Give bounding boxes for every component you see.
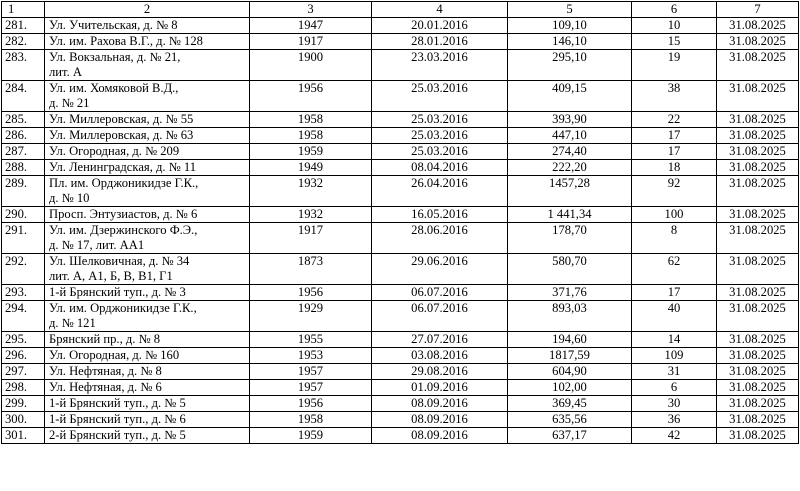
build-year-cell: 1959 bbox=[250, 428, 372, 444]
date-cell: 08.09.2016 bbox=[372, 412, 508, 428]
address-line: Пл. им. Орджоникидзе Г.К., bbox=[49, 176, 199, 190]
area-cell: 371,76 bbox=[508, 285, 632, 301]
count-cell: 62 bbox=[632, 254, 717, 285]
build-year-cell: 1949 bbox=[250, 160, 372, 176]
row-number: 300. bbox=[2, 412, 45, 428]
area-cell: 146,10 bbox=[508, 34, 632, 50]
row-number: 287. bbox=[2, 144, 45, 160]
address-line: д. № 10 bbox=[49, 191, 90, 205]
build-year-cell: 1932 bbox=[250, 207, 372, 223]
address-cell bbox=[45, 412, 250, 428]
date-cell: 08.09.2016 bbox=[372, 428, 508, 444]
column-header: 6 bbox=[632, 2, 717, 18]
table-row bbox=[2, 396, 799, 412]
area-cell: 447,10 bbox=[508, 128, 632, 144]
count-cell: 38 bbox=[632, 81, 717, 112]
row-number: 299. bbox=[2, 396, 45, 412]
count-cell: 40 bbox=[632, 301, 717, 332]
area-cell: 1817,59 bbox=[508, 348, 632, 364]
date-cell: 08.04.2016 bbox=[372, 160, 508, 176]
count-cell: 18 bbox=[632, 160, 717, 176]
build-year-cell: 1917 bbox=[250, 223, 372, 254]
area-cell: 274,40 bbox=[508, 144, 632, 160]
address-cell bbox=[45, 301, 250, 332]
address-cell bbox=[45, 160, 250, 176]
row-number: 290. bbox=[2, 207, 45, 223]
build-year-cell: 1955 bbox=[250, 332, 372, 348]
address-line: Ул. Нефтяная, д. № 6 bbox=[49, 380, 162, 394]
area-cell: 194,60 bbox=[508, 332, 632, 348]
row-number: 296. bbox=[2, 348, 45, 364]
column-header: 5 bbox=[508, 2, 632, 18]
address-line: Брянский пр., д. № 8 bbox=[49, 332, 161, 346]
address-cell bbox=[45, 144, 250, 160]
row-number: 292. bbox=[2, 254, 45, 285]
address-cell bbox=[45, 364, 250, 380]
row-number: 282. bbox=[2, 34, 45, 50]
build-year-cell: 1929 bbox=[250, 301, 372, 332]
column-header: 7 bbox=[717, 2, 799, 18]
build-year-cell: 1957 bbox=[250, 380, 372, 396]
count-cell: 6 bbox=[632, 380, 717, 396]
deadline-cell: 31.08.2025 bbox=[717, 364, 799, 380]
area-cell: 102,00 bbox=[508, 380, 632, 396]
area-cell: 178,70 bbox=[508, 223, 632, 254]
date-cell: 25.03.2016 bbox=[372, 128, 508, 144]
date-cell: 26.04.2016 bbox=[372, 176, 508, 207]
date-cell: 29.08.2016 bbox=[372, 364, 508, 380]
count-cell: 8 bbox=[632, 223, 717, 254]
address-cell bbox=[45, 223, 250, 254]
deadline-cell: 31.08.2025 bbox=[717, 348, 799, 364]
date-cell: 20.01.2016 bbox=[372, 18, 508, 34]
table-row bbox=[2, 285, 799, 301]
deadline-cell: 31.08.2025 bbox=[717, 285, 799, 301]
row-number: 295. bbox=[2, 332, 45, 348]
area-cell: 295,10 bbox=[508, 50, 632, 81]
housing-table bbox=[1, 1, 799, 444]
address-cell bbox=[45, 207, 250, 223]
table-row bbox=[2, 412, 799, 428]
column-number-row bbox=[2, 2, 799, 18]
address-line: Ул. Миллеровская, д. № 63 bbox=[49, 128, 194, 142]
table-row bbox=[2, 301, 799, 332]
area-cell: 393,90 bbox=[508, 112, 632, 128]
column-header: 3 bbox=[250, 2, 372, 18]
count-cell: 22 bbox=[632, 112, 717, 128]
address-cell bbox=[45, 348, 250, 364]
build-year-cell: 1900 bbox=[250, 50, 372, 81]
address-cell bbox=[45, 128, 250, 144]
deadline-cell: 31.08.2025 bbox=[717, 223, 799, 254]
address-cell bbox=[45, 332, 250, 348]
build-year-cell: 1959 bbox=[250, 144, 372, 160]
row-number: 301. bbox=[2, 428, 45, 444]
address-cell bbox=[45, 428, 250, 444]
row-number: 298. bbox=[2, 380, 45, 396]
address-line: д. № 17, лит. АА1 bbox=[49, 238, 145, 252]
table-body bbox=[2, 2, 799, 444]
address-line: 1-й Брянский туп., д. № 6 bbox=[49, 412, 186, 426]
area-cell: 893,03 bbox=[508, 301, 632, 332]
build-year-cell: 1932 bbox=[250, 176, 372, 207]
count-cell: 17 bbox=[632, 128, 717, 144]
table-row bbox=[2, 332, 799, 348]
area-cell: 369,45 bbox=[508, 396, 632, 412]
deadline-cell: 31.08.2025 bbox=[717, 396, 799, 412]
row-number: 284. bbox=[2, 81, 45, 112]
address-cell bbox=[45, 285, 250, 301]
address-cell bbox=[45, 81, 250, 112]
address-line: лит. А, А1, Б, В, В1, Г1 bbox=[49, 269, 173, 283]
address-line: Ул. Вокзальная, д. № 21, bbox=[49, 50, 181, 64]
area-cell: 409,15 bbox=[508, 81, 632, 112]
row-number: 294. bbox=[2, 301, 45, 332]
build-year-cell: 1958 bbox=[250, 112, 372, 128]
address-line: д. № 21 bbox=[49, 96, 90, 110]
deadline-cell: 31.08.2025 bbox=[717, 34, 799, 50]
count-cell: 42 bbox=[632, 428, 717, 444]
build-year-cell: 1953 bbox=[250, 348, 372, 364]
date-cell: 06.07.2016 bbox=[372, 301, 508, 332]
table-row bbox=[2, 348, 799, 364]
address-cell bbox=[45, 50, 250, 81]
address-cell bbox=[45, 254, 250, 285]
build-year-cell: 1956 bbox=[250, 396, 372, 412]
build-year-cell: 1958 bbox=[250, 412, 372, 428]
date-cell: 28.01.2016 bbox=[372, 34, 508, 50]
count-cell: 30 bbox=[632, 396, 717, 412]
table-row bbox=[2, 81, 799, 112]
address-line: д. № 121 bbox=[49, 316, 96, 330]
count-cell: 17 bbox=[632, 285, 717, 301]
address-line: Ул. им. Рахова В.Г., д. № 128 bbox=[49, 34, 203, 48]
address-line: Ул. Ленинградская, д. № 11 bbox=[49, 160, 196, 174]
row-number: 281. bbox=[2, 18, 45, 34]
deadline-cell: 31.08.2025 bbox=[717, 207, 799, 223]
address-line: Ул. им. Хомяковой В.Д., bbox=[49, 81, 179, 95]
deadline-cell: 31.08.2025 bbox=[717, 332, 799, 348]
address-cell bbox=[45, 34, 250, 50]
column-header: 2 bbox=[45, 2, 250, 18]
table-row bbox=[2, 160, 799, 176]
row-number: 283. bbox=[2, 50, 45, 81]
build-year-cell: 1947 bbox=[250, 18, 372, 34]
table-row bbox=[2, 112, 799, 128]
address-line: лит. А bbox=[49, 65, 82, 79]
address-line: Ул. Учительская, д. № 8 bbox=[49, 18, 178, 32]
column-header: 1 bbox=[2, 2, 45, 18]
row-number: 288. bbox=[2, 160, 45, 176]
count-cell: 17 bbox=[632, 144, 717, 160]
count-cell: 100 bbox=[632, 207, 717, 223]
deadline-cell: 31.08.2025 bbox=[717, 160, 799, 176]
deadline-cell: 31.08.2025 bbox=[717, 81, 799, 112]
date-cell: 25.03.2016 bbox=[372, 144, 508, 160]
build-year-cell: 1956 bbox=[250, 285, 372, 301]
table-row bbox=[2, 223, 799, 254]
table-row bbox=[2, 207, 799, 223]
area-cell: 637,17 bbox=[508, 428, 632, 444]
address-cell bbox=[45, 380, 250, 396]
date-cell: 25.03.2016 bbox=[372, 81, 508, 112]
row-number: 297. bbox=[2, 364, 45, 380]
area-cell: 222,20 bbox=[508, 160, 632, 176]
row-number: 286. bbox=[2, 128, 45, 144]
row-number: 285. bbox=[2, 112, 45, 128]
build-year-cell: 1917 bbox=[250, 34, 372, 50]
table-row bbox=[2, 176, 799, 207]
address-line: Ул. им. Дзержинского Ф.Э., bbox=[49, 223, 198, 237]
count-cell: 92 bbox=[632, 176, 717, 207]
date-cell: 06.07.2016 bbox=[372, 285, 508, 301]
table-row bbox=[2, 50, 799, 81]
deadline-cell: 31.08.2025 bbox=[717, 176, 799, 207]
area-cell: 580,70 bbox=[508, 254, 632, 285]
date-cell: 16.05.2016 bbox=[372, 207, 508, 223]
area-cell: 1 441,34 bbox=[508, 207, 632, 223]
build-year-cell: 1873 bbox=[250, 254, 372, 285]
address-line: Ул. Нефтяная, д. № 8 bbox=[49, 364, 162, 378]
address-line: Ул. Миллеровская, д. № 55 bbox=[49, 112, 194, 126]
date-cell: 28.06.2016 bbox=[372, 223, 508, 254]
table-row bbox=[2, 144, 799, 160]
table-row bbox=[2, 254, 799, 285]
column-header: 4 bbox=[372, 2, 508, 18]
build-year-cell: 1957 bbox=[250, 364, 372, 380]
count-cell: 109 bbox=[632, 348, 717, 364]
deadline-cell: 31.08.2025 bbox=[717, 112, 799, 128]
row-number: 289. bbox=[2, 176, 45, 207]
deadline-cell: 31.08.2025 bbox=[717, 412, 799, 428]
deadline-cell: 31.08.2025 bbox=[717, 128, 799, 144]
area-cell: 604,90 bbox=[508, 364, 632, 380]
date-cell: 08.09.2016 bbox=[372, 396, 508, 412]
row-number: 293. bbox=[2, 285, 45, 301]
table-row bbox=[2, 364, 799, 380]
table-row bbox=[2, 18, 799, 34]
deadline-cell: 31.08.2025 bbox=[717, 144, 799, 160]
address-line: Ул. Огородная, д. № 209 bbox=[49, 144, 180, 158]
table-row bbox=[2, 380, 799, 396]
row-number: 291. bbox=[2, 223, 45, 254]
address-line: Просп. Энтузиастов, д. № 6 bbox=[49, 207, 198, 221]
count-cell: 19 bbox=[632, 50, 717, 81]
date-cell: 27.07.2016 bbox=[372, 332, 508, 348]
count-cell: 10 bbox=[632, 18, 717, 34]
area-cell: 109,10 bbox=[508, 18, 632, 34]
date-cell: 01.09.2016 bbox=[372, 380, 508, 396]
table-row bbox=[2, 128, 799, 144]
address-cell bbox=[45, 396, 250, 412]
address-line: 1-й Брянский туп., д. № 5 bbox=[49, 396, 186, 410]
count-cell: 36 bbox=[632, 412, 717, 428]
address-line: Ул. им. Орджоникидзе Г.К., bbox=[49, 301, 197, 315]
deadline-cell: 31.08.2025 bbox=[717, 428, 799, 444]
count-cell: 15 bbox=[632, 34, 717, 50]
area-cell: 635,56 bbox=[508, 412, 632, 428]
table-row bbox=[2, 34, 799, 50]
area-cell: 1457,28 bbox=[508, 176, 632, 207]
address-cell bbox=[45, 176, 250, 207]
date-cell: 03.08.2016 bbox=[372, 348, 508, 364]
table-row bbox=[2, 428, 799, 444]
deadline-cell: 31.08.2025 bbox=[717, 18, 799, 34]
deadline-cell: 31.08.2025 bbox=[717, 50, 799, 81]
address-line: Ул. Огородная, д. № 160 bbox=[49, 348, 180, 362]
date-cell: 23.03.2016 bbox=[372, 50, 508, 81]
count-cell: 14 bbox=[632, 332, 717, 348]
date-cell: 25.03.2016 bbox=[372, 112, 508, 128]
address-line: 2-й Брянский туп., д. № 5 bbox=[49, 428, 186, 442]
address-line: 1-й Брянский туп., д. № 3 bbox=[49, 285, 186, 299]
address-line: Ул. Шелковичная, д. № 34 bbox=[49, 254, 190, 268]
date-cell: 29.06.2016 bbox=[372, 254, 508, 285]
address-cell bbox=[45, 112, 250, 128]
deadline-cell: 31.08.2025 bbox=[717, 380, 799, 396]
deadline-cell: 31.08.2025 bbox=[717, 254, 799, 285]
count-cell: 31 bbox=[632, 364, 717, 380]
build-year-cell: 1956 bbox=[250, 81, 372, 112]
deadline-cell: 31.08.2025 bbox=[717, 301, 799, 332]
address-cell bbox=[45, 18, 250, 34]
build-year-cell: 1958 bbox=[250, 128, 372, 144]
